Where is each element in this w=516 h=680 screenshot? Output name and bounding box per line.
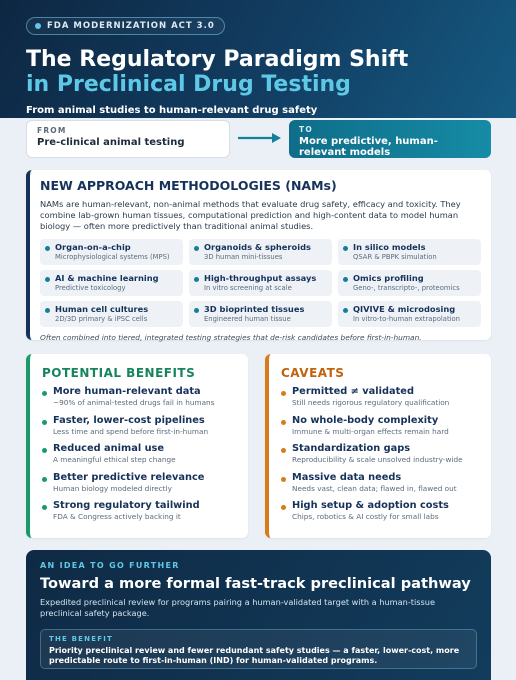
nam-item-sub: Predictive toxicology [55,284,126,292]
from-text: Pre-clinical animal testing [37,137,185,148]
bullet-icon [281,505,286,510]
nam-item-sub: Engineered human tissue [204,315,291,323]
nam-item-sub: 3D human mini-tissues [204,253,283,261]
nams-footnote: Often combined into tiered, integrated testing strategies that de-risk candidates before first-in-human. [40,333,422,342]
nams-title: NEW APPROACH METHODOLOGIES (NAMs) [40,178,337,193]
benefit-kicker: THE BENEFIT [49,635,113,643]
caveat-desc: Chips, robotics & AI costly for small labs [292,512,439,521]
page-subtitle: From animal studies to human-relevant drug safety [26,105,318,116]
nam-item-sub: Microphysiological systems (MPS) [55,253,170,261]
caveat-head: High setup & adoption costs [292,500,449,511]
bullet-icon [281,420,286,425]
caveat-desc: Needs vast, clean data; flawed in, flawed out [292,483,457,493]
nam-item-title: QIVIVE & microdosing [353,304,456,314]
list-item [42,472,236,501]
to-kicker: TO [299,125,313,134]
benefit-head: Faster, lower-cost pipelines [53,414,205,426]
nam-item-title: In silico models [353,242,426,252]
badge-label: FDA MODERNIZATION ACT 3.0 [47,21,215,31]
bullet-icon [45,308,50,313]
bullet-icon [194,277,199,282]
caveat-head: No whole-body complexity [292,414,439,426]
header-banner [0,0,516,118]
benefits-title: POTENTIAL BENEFITS [42,366,196,380]
nam-item-sub: Geno-, transcripto-, proteomics [353,284,460,292]
nam-item-title: AI & machine learning [55,273,159,283]
benefits-card [26,354,248,538]
list-item [42,500,236,529]
benefit-desc: ~90% of animal-tested drugs fail in humans [53,398,215,407]
list-item [281,415,479,444]
nam-item-sub: In vitro screening at scale [204,284,292,292]
from-card [26,120,230,158]
nam-item [40,301,183,327]
list-item [281,472,479,501]
bullet-icon [194,308,199,313]
caveats-list [281,386,479,529]
nam-item [338,270,481,296]
bullet-icon [42,477,47,482]
caveat-desc: Reproducibility & scale unsolved industry-wide [292,455,463,464]
bullet-icon [42,505,47,510]
to-text: More predictive, human-relevant models [299,136,438,158]
nams-card [26,170,491,340]
list-item [281,500,479,529]
nam-item-title: 3D bioprinted tissues [204,304,305,314]
benefit-text: Priority preclinical review and fewer redundant safety studies — a faster, lower-cost, more predictable route to first-in-human (IND) for human-validated programs. [49,646,460,665]
to-card [289,120,491,158]
caveats-card [265,354,491,538]
nam-item-title: Omics profiling [353,273,424,283]
caveat-desc: Immune & multi-organ effects remain hard [292,426,449,436]
benefit-desc: Human biology modeled directly [53,483,172,493]
nam-item-title: Organ-on-a-chip [55,242,131,252]
caveat-head: Standardization gaps [292,443,411,454]
nam-item-sub: 2D/3D primary & iPSC cells [55,315,148,323]
nam-item [189,270,332,296]
bullet-icon [194,246,199,251]
nam-item-title: Human cell cultures [55,304,149,314]
bullet-icon [45,277,50,282]
list-item [42,443,236,472]
benefit-head: More human-relevant data [53,386,201,397]
list-item [42,415,236,444]
from-kicker: FROM [37,126,67,135]
nam-item [40,239,183,265]
nams-description: NAMs are human-relevant, non-animal methods that evaluate drug safety, efficacy and toxicity. They combine lab-grown human tissues, computational prediction and high-content data to model human biology — often more predictively than traditional animal studies. [40,199,461,231]
caveat-head: Permitted ≠ validated [292,386,414,397]
nams-grid [40,239,481,327]
list-item [42,386,236,415]
bullet-icon [42,391,47,396]
benefit-desc: A meaningful ethical step change [53,455,176,464]
nam-item [189,301,332,327]
idea-title: Toward a more formal fast-track preclinical pathway [40,575,471,592]
nam-item-sub: In vitro-to-human extrapolation [353,315,460,323]
idea-kicker: AN IDEA TO GO FURTHER [40,561,180,570]
bullet-icon [343,246,348,251]
nam-item-sub: QSAR & PBPK simulation [353,253,437,261]
benefit-head: Better predictive relevance [53,471,205,483]
benefit-head: Strong regulatory tailwind [53,500,200,511]
nam-item [189,239,332,265]
caveat-head: Massive data needs [292,471,402,483]
nam-item [40,270,183,296]
benefit-head: Reduced animal use [53,443,165,454]
caveat-desc: Still needs rigorous regulatory qualification [292,398,450,407]
nam-item-title: Organoids & spheroids [204,242,311,252]
benefit-box [40,629,477,669]
benefit-desc: FDA & Congress actively backing it [53,512,181,521]
nam-item [338,301,481,327]
list-item [281,443,479,472]
act-badge [26,17,225,35]
bullet-icon [45,246,50,251]
bullet-icon [343,308,348,313]
page-title-line1: The Regulatory Paradigm Shift [26,47,409,72]
bullet-icon [281,448,286,453]
nam-item [338,239,481,265]
badge-dot-icon [35,23,41,29]
arrow-right-icon [238,131,282,145]
benefit-desc: Less time and spend before first-in-human [53,426,209,436]
benefits-list [42,386,236,529]
bullet-icon [281,391,286,396]
bullet-icon [42,448,47,453]
caveats-title: CAVEATS [281,366,345,380]
bullet-icon [42,420,47,425]
idea-description: Expedited preclinical review for programs pairing a human-validated target with a human-tissue preclinical safety package. [40,597,436,618]
bullet-icon [343,277,348,282]
bullet-icon [281,477,286,482]
idea-card [26,550,491,680]
nam-item-title: High-throughput assays [204,273,317,283]
page-title-line2: in Preclinical Drug Testing [26,72,351,97]
list-item [281,386,479,415]
